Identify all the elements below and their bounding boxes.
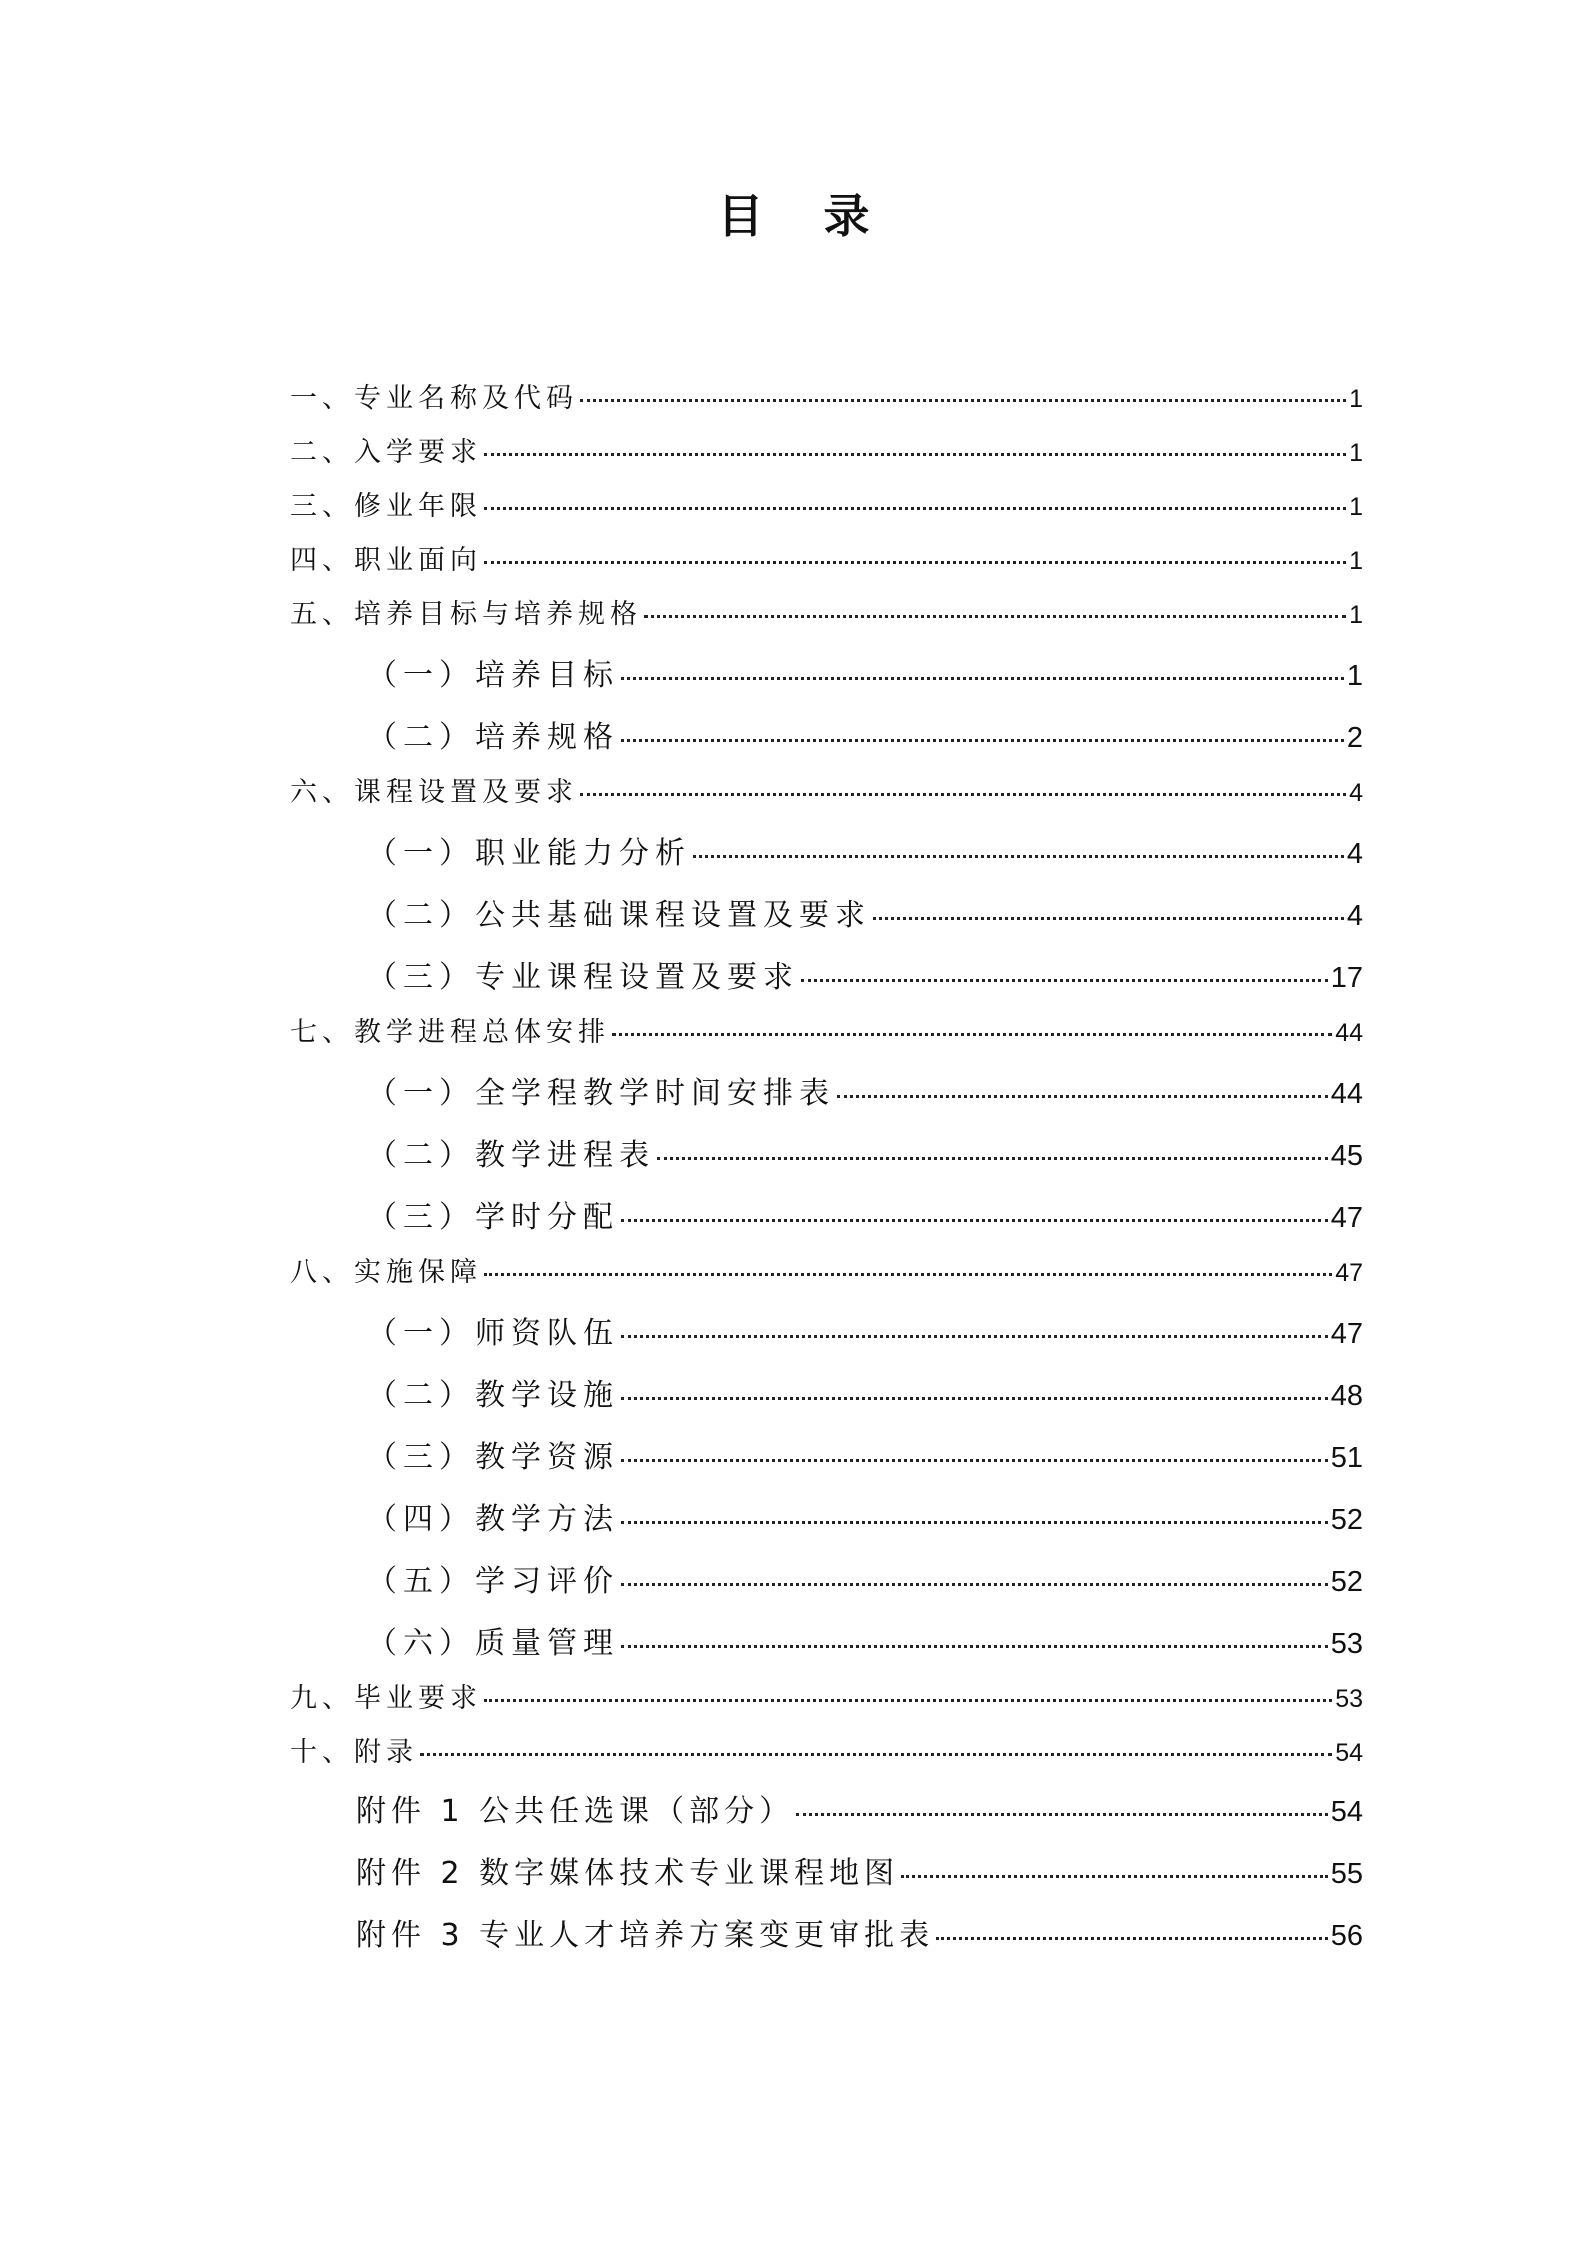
- toc-entry-label: （一）职业能力分析: [367, 836, 691, 871]
- toc-entry-label: 一、专业名称及代码: [290, 383, 578, 414]
- toc-entry-page-number: 17: [1330, 962, 1363, 994]
- toc-entry[interactable]: [367, 828, 1363, 872]
- toc-dot-leader: [484, 453, 1346, 456]
- toc-entry[interactable]: [290, 538, 1363, 577]
- toc-dot-leader: [484, 1699, 1332, 1702]
- toc-entry-label: （二）教学设施: [367, 1378, 619, 1413]
- toc-dot-leader: [621, 1397, 1328, 1400]
- toc-entry[interactable]: [367, 952, 1363, 996]
- toc-dot-leader: [484, 507, 1346, 510]
- toc-entry[interactable]: [290, 376, 1363, 415]
- toc-entry[interactable]: [290, 484, 1363, 523]
- toc-entry[interactable]: [290, 770, 1363, 809]
- toc-entry-label: （三）学时分配: [367, 1200, 619, 1235]
- toc-entry-page-number: 52: [1330, 1504, 1363, 1536]
- toc-entry-label: 六、课程设置及要求: [290, 777, 578, 808]
- toc-entry-page-number: 1: [1346, 660, 1363, 692]
- toc-entry-label: 八、实施保障: [290, 1257, 482, 1288]
- toc-entry-page-number: 1: [1349, 547, 1363, 575]
- toc-entry-page-number: 47: [1330, 1202, 1363, 1234]
- toc-entry[interactable]: [367, 1068, 1363, 1112]
- toc-title: 目 录: [717, 189, 892, 243]
- toc-entry-label: 附件 3 专业人才培养方案变更审批表: [356, 1918, 935, 1953]
- toc-entry[interactable]: [367, 1308, 1363, 1352]
- toc-entry-label: 四、职业面向: [290, 545, 482, 576]
- toc-entry-label: 五、培养目标与培养规格: [290, 599, 642, 630]
- toc-entry-label: 九、毕业要求: [290, 1683, 482, 1714]
- toc-dot-leader: [796, 1813, 1328, 1816]
- toc-entry-label: （二）培养规格: [367, 720, 619, 755]
- toc-entry-page-number: 54: [1335, 1739, 1363, 1767]
- toc-entry-page-number: 51: [1330, 1442, 1363, 1474]
- toc-entry-label: 十、附录: [290, 1737, 418, 1768]
- toc-entry-label: 三、修业年限: [290, 491, 482, 522]
- toc-entry-label: （一）培养目标: [367, 658, 619, 693]
- toc-dot-leader: [484, 561, 1346, 564]
- toc-entry[interactable]: [367, 1556, 1363, 1600]
- toc-entry-page-number: 47: [1330, 1318, 1363, 1350]
- toc-entry[interactable]: [356, 1910, 1363, 1954]
- toc-entry[interactable]: [367, 712, 1363, 756]
- toc-entry-page-number: 45: [1330, 1140, 1363, 1172]
- toc-entry-label: （二）教学进程表: [367, 1138, 655, 1173]
- toc-entry-label: 附件 1 公共任选课（部分）: [356, 1794, 795, 1829]
- toc-dot-leader: [621, 1521, 1328, 1524]
- toc-entry-page-number: 1: [1349, 439, 1363, 467]
- toc-entry-label: （一）师资队伍: [367, 1316, 619, 1351]
- toc-entry-label: （四）教学方法: [367, 1502, 619, 1537]
- toc-entry-page-number: 4: [1346, 838, 1363, 870]
- toc-entry[interactable]: [367, 1432, 1363, 1476]
- toc-dot-leader: [873, 917, 1344, 920]
- toc-dot-leader: [801, 979, 1328, 982]
- toc-entry-label: （五）学习评价: [367, 1564, 619, 1599]
- toc-entry[interactable]: [367, 1370, 1363, 1414]
- toc-entry-page-number: 2: [1346, 722, 1363, 754]
- toc-dot-leader: [657, 1157, 1328, 1160]
- toc-entry[interactable]: [367, 890, 1363, 934]
- toc-entry-label: （三）教学资源: [367, 1440, 619, 1475]
- toc-dot-leader: [621, 1335, 1328, 1338]
- toc-entry-page-number: 53: [1335, 1685, 1363, 1713]
- toc-entry-page-number: 56: [1330, 1920, 1363, 1952]
- toc-entry-page-number: 1: [1349, 601, 1363, 629]
- toc-entry-page-number: 1: [1349, 385, 1363, 413]
- toc-entry[interactable]: [367, 1618, 1363, 1662]
- toc-entry-page-number: 4: [1346, 900, 1363, 932]
- toc-entry-label: （一）全学程教学时间安排表: [367, 1076, 835, 1111]
- toc-entry-page-number: 55: [1330, 1858, 1363, 1890]
- toc-entry-page-number: 1: [1349, 493, 1363, 521]
- toc-dot-leader: [621, 1459, 1328, 1462]
- toc-entry-label: （二）公共基础课程设置及要求: [367, 898, 871, 933]
- toc-dot-leader: [484, 1273, 1332, 1276]
- toc-entry-page-number: 52: [1330, 1566, 1363, 1598]
- toc-dot-leader: [901, 1875, 1328, 1878]
- toc-dot-leader: [837, 1095, 1328, 1098]
- toc-entry-label: （六）质量管理: [367, 1626, 619, 1661]
- toc-dot-leader: [612, 1033, 1332, 1036]
- toc-entry[interactable]: [367, 1130, 1363, 1174]
- toc-dot-leader: [580, 399, 1346, 402]
- toc-entry[interactable]: [290, 592, 1363, 631]
- toc-entry[interactable]: [290, 1250, 1363, 1289]
- toc-entry-page-number: 4: [1349, 779, 1363, 807]
- toc-entry[interactable]: [367, 650, 1363, 694]
- toc-dot-leader: [644, 615, 1346, 618]
- toc-entry[interactable]: [356, 1848, 1363, 1892]
- toc-entry-label: （三）专业课程设置及要求: [367, 960, 799, 995]
- toc-entry-page-number: 44: [1335, 1019, 1363, 1047]
- toc-entry-label: 二、入学要求: [290, 437, 482, 468]
- toc-entry-page-number: 47: [1335, 1259, 1363, 1287]
- toc-dot-leader: [621, 1645, 1328, 1648]
- toc-entry[interactable]: [356, 1786, 1363, 1830]
- toc-entry[interactable]: [290, 1676, 1363, 1715]
- toc-entry[interactable]: [367, 1192, 1363, 1236]
- toc-entry-page-number: 54: [1330, 1796, 1363, 1828]
- toc-dot-leader: [621, 739, 1344, 742]
- toc-entry[interactable]: [290, 1010, 1363, 1049]
- toc-entry-label: 七、教学进程总体安排: [290, 1017, 610, 1048]
- toc-dot-leader: [693, 855, 1344, 858]
- toc-entry-label: 附件 2 数字媒体技术专业课程地图: [356, 1856, 900, 1891]
- toc-entry[interactable]: [290, 1730, 1363, 1769]
- toc-dot-leader: [580, 793, 1346, 796]
- toc-entry-page-number: 44: [1330, 1078, 1363, 1110]
- toc-dot-leader: [420, 1753, 1332, 1756]
- toc-dot-leader: [936, 1937, 1328, 1940]
- toc-entry-page-number: 48: [1330, 1380, 1363, 1412]
- toc-entry[interactable]: [290, 430, 1363, 469]
- toc-dot-leader: [621, 677, 1344, 680]
- toc-dot-leader: [621, 1219, 1328, 1222]
- toc-entry[interactable]: [367, 1494, 1363, 1538]
- toc-dot-leader: [621, 1583, 1328, 1586]
- toc-entry-page-number: 53: [1330, 1628, 1363, 1660]
